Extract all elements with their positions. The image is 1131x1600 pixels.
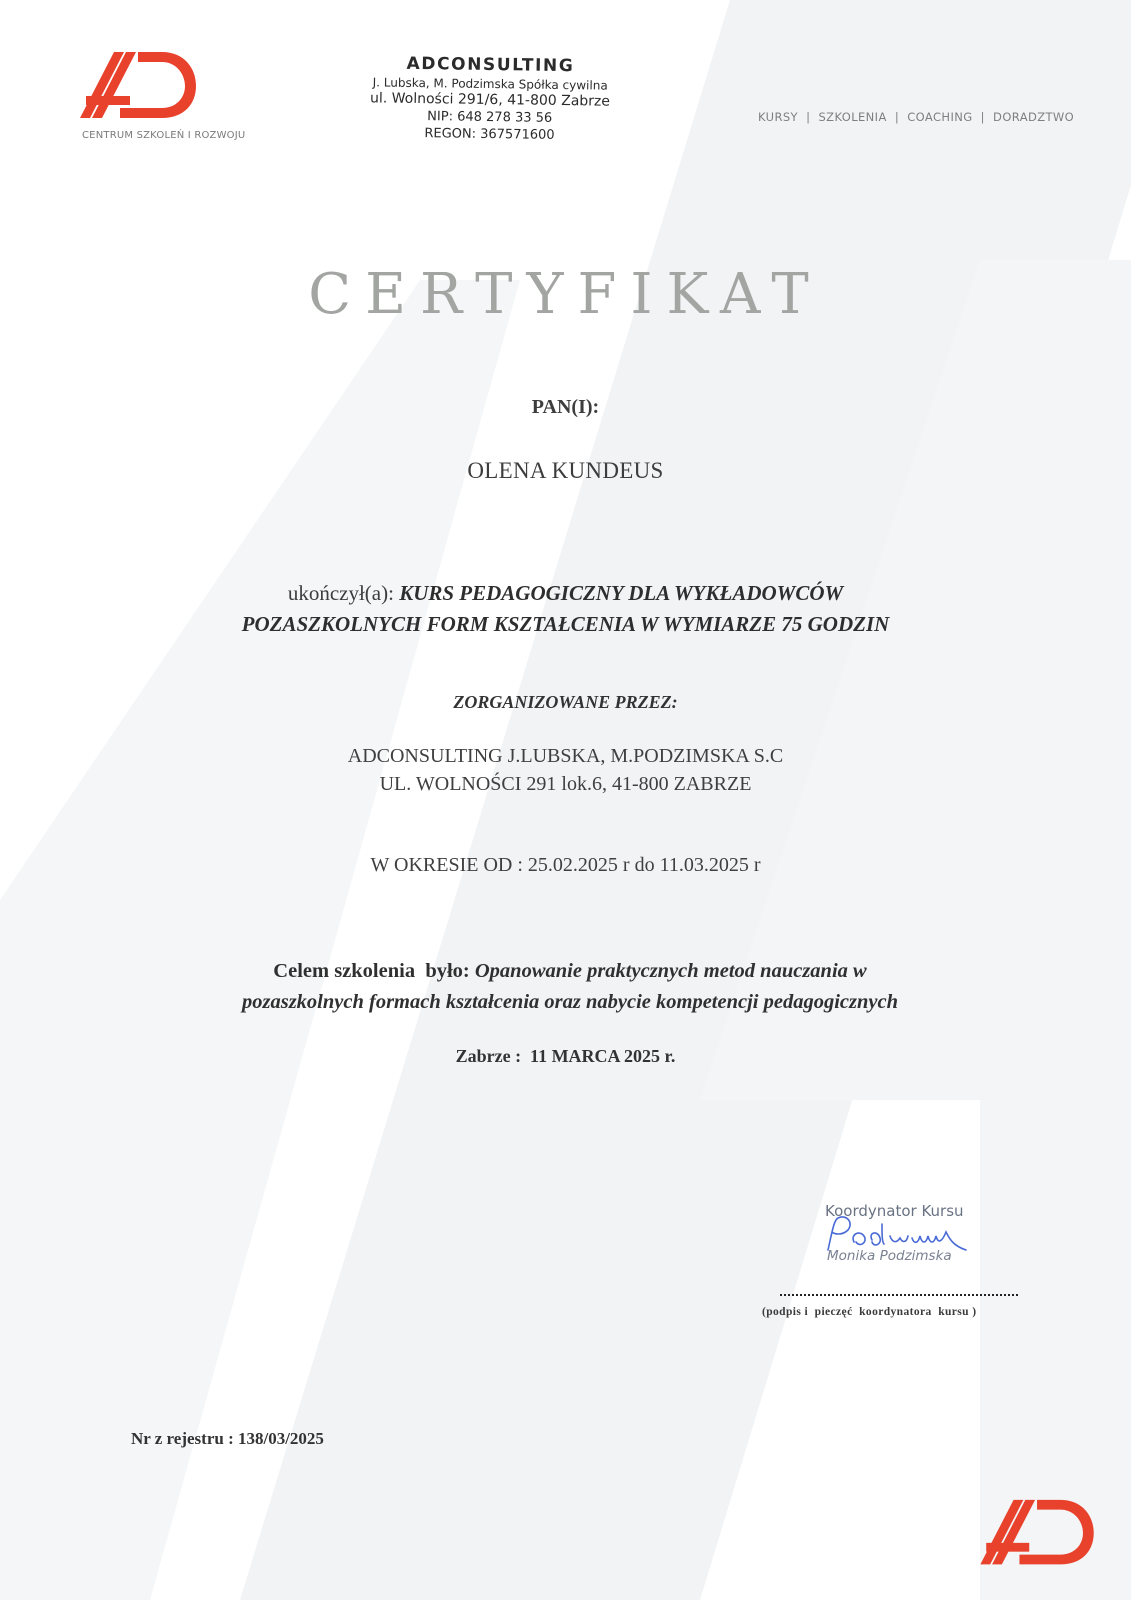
goal-text-line2: pozaszkolnych formach kształcenia oraz nabycie kompetencji pedagogicznych: [242, 991, 898, 1013]
course-title-line1: KURS PEDAGOGICZNY DLA WYKŁADOWCÓW: [399, 581, 844, 605]
signature-caption: (podpis i pieczęć koordynatora kursu ): [762, 1306, 977, 1318]
organizer-name: ADCONSULTING J.LUBSKA, M.PODZIMSKA S.C: [347, 745, 784, 767]
company-block: [299, 52, 680, 144]
goal-label: Celem szkolenia było:: [273, 960, 470, 982]
company-name: ADCONSULTING: [406, 53, 575, 77]
organized-by-label: ZORGANIZOWANE PRZEZ:: [453, 692, 678, 712]
recipient-name: OLENA KUNDEUS: [467, 458, 664, 483]
course-title-line2: POZASZKOLNYCH FORM KSZTAŁCENIA W WYMIARZE 75 GODZIN: [241, 612, 890, 636]
services-tagline: KURSY | SZKOLENIA | COACHING | DORADZTWO: [758, 110, 1075, 124]
course-period: W OKRESIE OD : 25.02.2025 r do 11.03.2025 r: [370, 854, 761, 876]
ad-logo-icon: [80, 46, 200, 134]
ad-logo-bottom-icon: [980, 1494, 1098, 1580]
register-number: Nr z rejestru : 138/03/2025: [131, 1429, 324, 1448]
place-date: Zabrze : 11 MARCA 2025 r.: [455, 1046, 676, 1066]
certificate-title: CERTYFIKAT: [308, 262, 823, 327]
course-goal: [140, 956, 1000, 1018]
signature-line: [780, 1292, 1020, 1298]
completed-label: ukończył(a):: [287, 581, 394, 605]
company-nip: NIP: 648 278 33 56: [427, 109, 553, 126]
course-block: [0, 578, 1131, 640]
coordinator-role: Koordynator Kursu: [825, 1202, 964, 1220]
company-address: ul. Wolności 291/6, 41-800 Zabrze: [369, 90, 611, 110]
salutation: PAN(I):: [531, 396, 600, 418]
coordinator-name: Monika Podzimska: [827, 1248, 952, 1264]
company-regon: REGON: 367571600: [424, 126, 555, 143]
company-legal-name: J. Lubska, M. Podzimska Spółka cywilna: [372, 75, 608, 93]
logo-caption: CENTRUM SZKOLEŃ I ROZWOJU: [82, 130, 246, 141]
organizer-address: UL. WOLNOŚCI 291 lok.6, 41-800 ZABRZE: [379, 773, 752, 795]
organizer-block: [0, 742, 1131, 798]
goal-text-line1: Opanowanie praktycznych metod nauczania w: [474, 960, 867, 982]
